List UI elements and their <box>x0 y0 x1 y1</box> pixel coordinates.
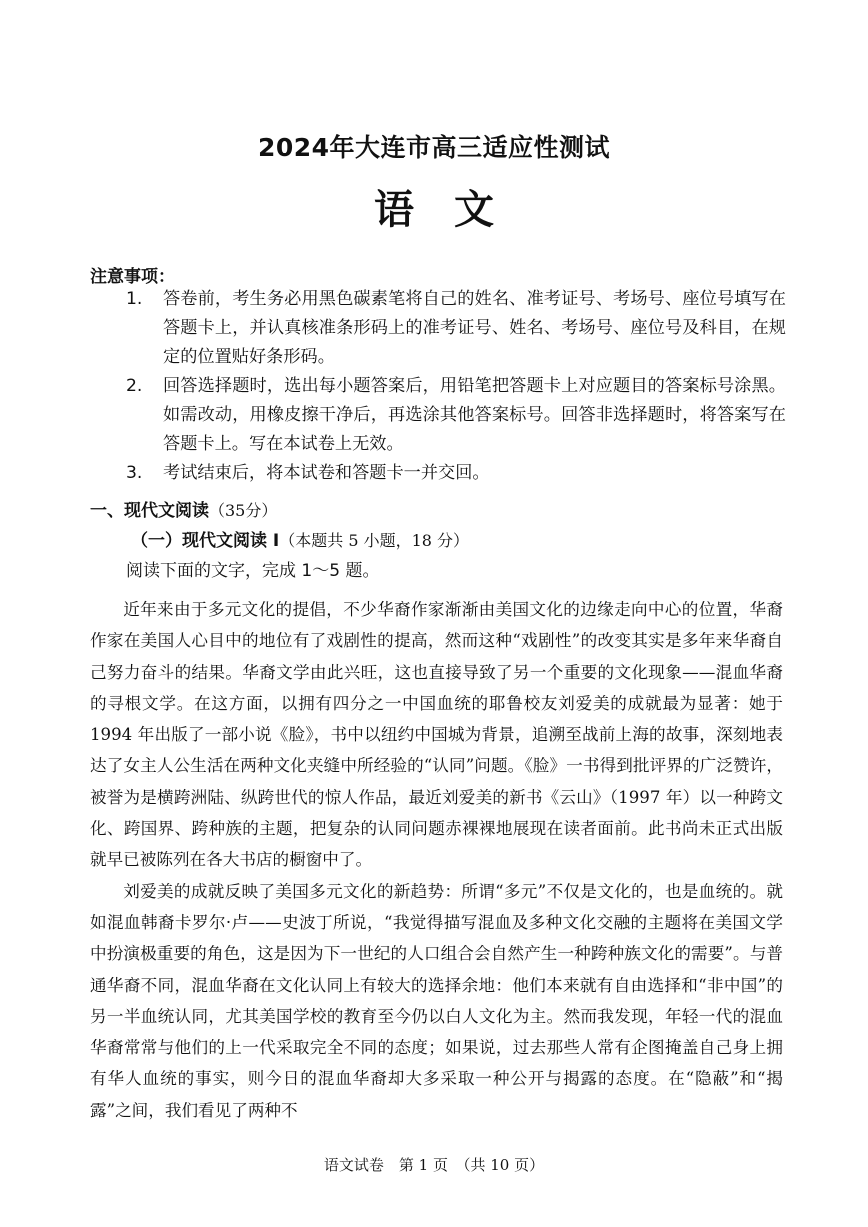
reading-passage <box>90 594 783 1126</box>
notice-item-number: 3. <box>126 463 143 483</box>
passage-paragraph: 刘爱美的成就反映了美国多元文化的新趋势：所谓“多元”不仅是文化的，也是血统的。就如混血韩裔卡罗尔·卢——史波丁所说，“我觉得描写混血及多种文化交融的主题将在美国文学中扮演极重要的角色，这是因为下一世纪的人口组合会自然产生一种跨种族文化的需要”。与普通华裔不同，混血华裔在文化认同上有较大的选择余地：他们本来就有自由选择和“非中国”的另一半血统认同，尤其美国学校的教育至今仍以白人文化为主。然而我发现，年轻一代的混血华裔常常与他们的上一代采取完全不同的态度；如果说，过去那些人常有企图掩盖自己身上拥有华人血统的事实，则今日的混血华裔却大多采取一种公开与揭露的态度。在“隐蔽”和“揭露”之间，我们看见了两种不 <box>90 881 783 1120</box>
notice-item <box>126 372 786 459</box>
notice-item <box>126 285 786 372</box>
section-score: （35分） <box>209 501 278 520</box>
subsection-heading <box>131 526 469 551</box>
reading-instruction: 阅读下面的文字，完成 1～5 题。 <box>126 561 380 581</box>
passage-paragraph: 近年来由于多元文化的提倡，不少华裔作家渐渐由美国文化的边缘走向中心的位置，华裔作家在美国人心目中的地位有了戏剧性的提高，然而这种“戏剧性”的改变其实是多年来华裔自己努力奋斗的结果。华裔文学由此兴旺，这也直接导致了另一个重要的文化现象——混血华裔的寻根文学。在这方面，以拥有四分之一中国血统的耶鲁校友刘爱美的成就最为显著：她于 1994 年出版了一部小说《脸》，书中以纽约中国城为背景，追溯至战前上海的故事，深刻地表达了女主人公生活在两种文化夹缝中所经验的“认同”问题。《脸》一书得到批评界的广泛赞许，被誉为是横跨洲陆、纵跨世代的惊人作品，最近刘爱美的新书《云山》（1997 年）以一种跨文化、跨国界、跨种族的主题，把复杂的认同问题赤裸裸地展现在读者面前。此书尚未正式出版就早已被陈列在各大书店的橱窗中了。 <box>90 600 783 870</box>
notice-list <box>126 285 786 488</box>
notice-heading: 注意事项： <box>90 267 175 287</box>
notice-item-text: 答卷前，考生务必用黑色碳素笔将自己的姓名、准考证号、考场号、座位号填写在答题卡上，并认真核准条形码上的准考证号、姓名、考场号、座位号及科目，在规定的位置贴好条形码。 <box>163 289 786 367</box>
notice-item-number: 2. <box>126 376 143 396</box>
section-title: 一、现代文阅读 <box>90 501 209 521</box>
section-heading <box>90 496 277 521</box>
notice-item-text: 回答选择题时，选出每小题答案后，用铅笔把答题卡上对应题目的答案标号涂黑。如需改动，用橡皮擦干净后，再选涂其他答案标号。回答非选择题时，将答案写在答题卡上。写在本试卷上无效。 <box>163 376 786 454</box>
notice-item-text: 考试结束后，将本试卷和答题卡一并交回。 <box>163 463 490 483</box>
notice-item <box>126 459 786 488</box>
exam-title: 2024年大连市高三适应性测试 <box>257 133 611 162</box>
subsection-title: （一）现代文阅读 I <box>131 531 280 551</box>
page-footer: 语文试卷 第 1 页 （共 10 页） <box>323 1156 545 1174</box>
subsection-detail: （本题共 5 小题，18 分） <box>279 531 470 550</box>
subject-title: 语 文 <box>374 187 494 233</box>
notice-item-number: 1. <box>126 289 143 309</box>
